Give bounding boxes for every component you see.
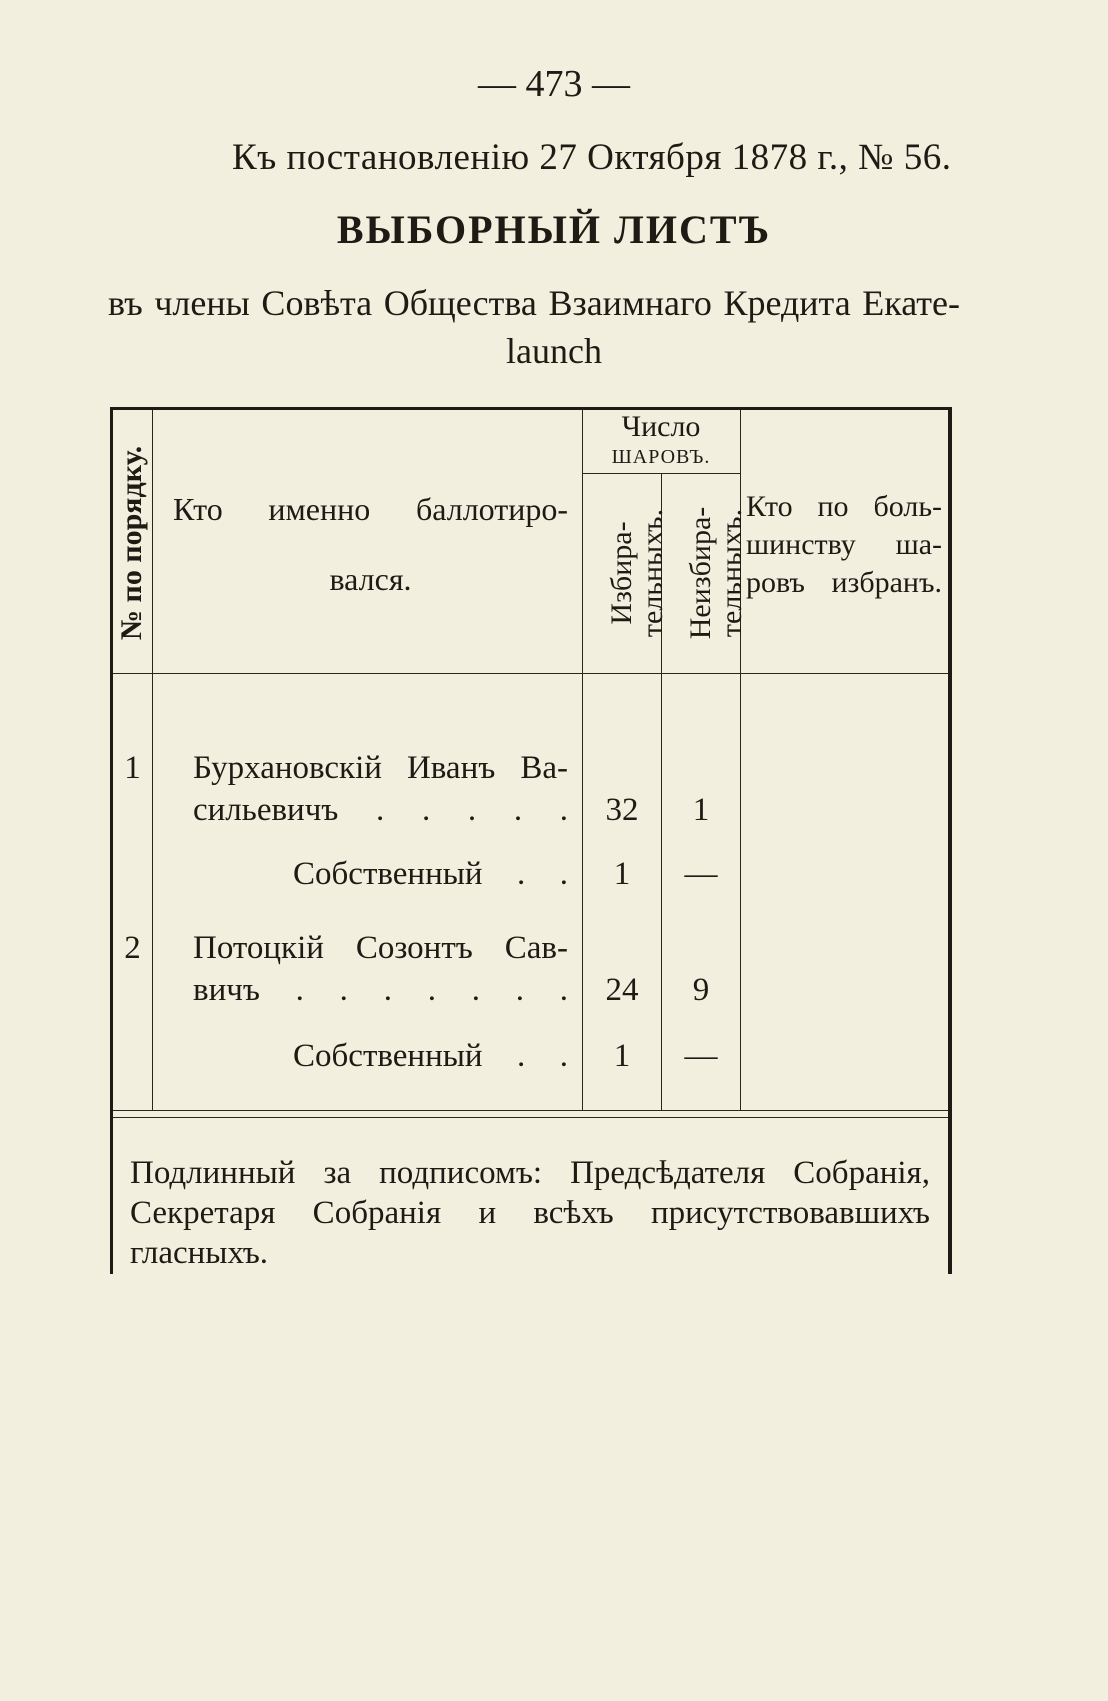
header-for-line2: тельныхъ. — [636, 508, 669, 638]
header-balls-line2: ШАРОВЪ. — [611, 446, 711, 468]
row-name-line2: сильевичъ . . . . . — [193, 792, 568, 828]
row-votes-for: 1 — [613, 856, 631, 892]
header-for-line1: Избира- — [605, 521, 638, 625]
header-elected-line3: ровъ избранъ. — [746, 566, 942, 599]
row-votes-for: 24 — [605, 972, 639, 1008]
header-elected-line1: Кто по боль- — [746, 490, 942, 523]
header-bottom-rule — [113, 673, 948, 674]
column-rule — [152, 410, 153, 1110]
header-elected-line2: шинству ша- — [746, 528, 942, 561]
page-number: — 473 — — [478, 63, 630, 105]
document-title: ВЫБОРНЫЙ ЛИСТЪ — [336, 207, 772, 252]
table-bottom-rule — [113, 1110, 948, 1111]
header-candidate-line1: Кто именно баллотиро- — [173, 491, 568, 527]
header-balls-line1: Число — [621, 410, 701, 443]
row-number: 2 — [124, 930, 141, 966]
balls-header-rule — [582, 473, 740, 474]
row-name-line1: Собственный . . — [293, 856, 568, 892]
row-votes-for: 1 — [613, 1038, 631, 1074]
footer-line-1: Подлинный за подписомъ: Предсѣдателя Собранія, — [130, 1155, 930, 1191]
row-name-line2: вичъ . . . . . . . — [193, 972, 568, 1008]
row-votes-against: 1 — [692, 792, 710, 828]
row-votes-for: 32 — [605, 792, 639, 828]
header-candidate-line2: вался. — [329, 561, 412, 597]
row-name-line1: Собственный . . — [293, 1038, 568, 1074]
header-against-line1: Неизбира- — [684, 506, 717, 640]
table-bottom-rule-2 — [113, 1117, 948, 1118]
header-number: № по порядку. — [115, 445, 148, 641]
header-against-line2: тельныхъ. — [715, 508, 748, 638]
subtitle-line-1: въ члены Совѣта Общества Взаимнаго Кредита Екате- — [108, 283, 960, 323]
subtitle-line-2: launch — [506, 331, 602, 371]
footer-line-2: Секретаря Собранія и всѣхъ присутствовавшихъ — [130, 1195, 930, 1231]
row-votes-against: — — [684, 1038, 718, 1074]
footer-line-3: гласныхъ. — [130, 1235, 269, 1271]
row-votes-against: 9 — [692, 972, 710, 1008]
row-name-line1: Потоцкій Созонтъ Сав- — [193, 930, 568, 966]
reference-line: Къ постановленію 27 Октября 1878 г., № 56. — [232, 137, 952, 178]
row-votes-against: — — [684, 856, 718, 892]
row-name-line1: Бурхановскій Иванъ Ва- — [193, 750, 568, 786]
ballot-table — [110, 407, 952, 1274]
row-number: 1 — [124, 750, 141, 786]
footer-note — [130, 1153, 930, 1273]
